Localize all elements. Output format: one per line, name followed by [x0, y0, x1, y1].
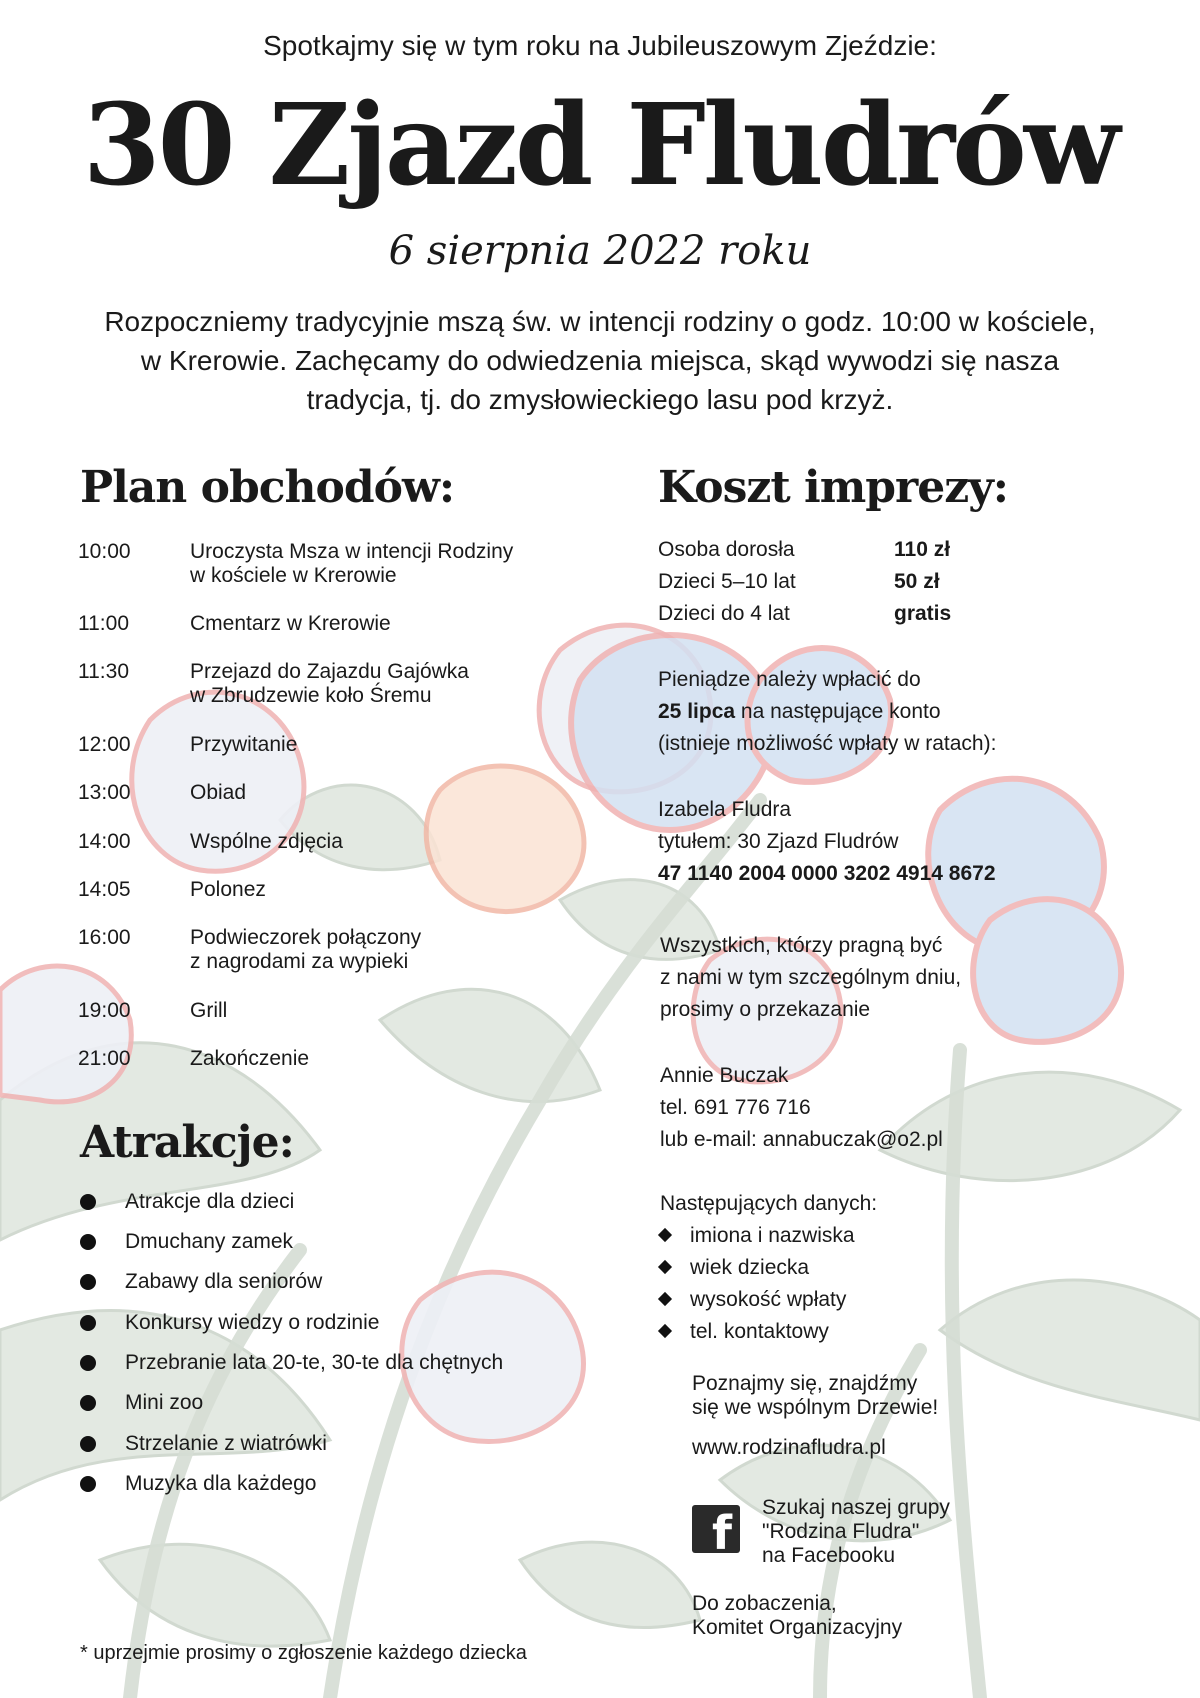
- bullet-dot-icon: [80, 1476, 96, 1492]
- diamond-bullet-icon: [658, 1260, 672, 1274]
- diamond-bullet-icon: [658, 1292, 672, 1306]
- plan-heading: Plan obchodów:: [80, 462, 455, 513]
- list-item: tel. kontaktowy: [690, 1320, 829, 1343]
- facebook-line-2: "Rodzina Fludra": [762, 1520, 920, 1543]
- attractions-heading: Atrakcje:: [80, 1117, 294, 1168]
- schedule-time: 16:00: [78, 926, 131, 949]
- facebook-icon[interactable]: f: [692, 1505, 740, 1553]
- payment-line-1: Pieniądze należy wpłacić do: [658, 668, 921, 691]
- payment-line-2: 25 lipca na następujące konto: [658, 700, 941, 723]
- farewell-line-1: Do zobaczenia,: [692, 1592, 837, 1615]
- schedule-activity: Obiad: [190, 781, 247, 804]
- payment-title: tytułem: 30 Zjazd Fludrów: [658, 830, 899, 853]
- bullet-dot-icon: [80, 1355, 96, 1371]
- event-date: 6 sierpnia 2022 roku: [388, 228, 812, 274]
- schedule-time: 10:00: [78, 540, 131, 563]
- lead-paragraph: Rozpoczniemy tradycyjnie mszą św. w intencji rodziny o godz. 10:00 w kościele, w Krerowie. Zachęcamy do odwiedzenia miejsca, skąd wywodzi się nasza tradycja, tj. do zmysłowieckiego lasu pod krzyż.: [104, 306, 1096, 415]
- bullet-dot-icon: [80, 1194, 96, 1210]
- schedule-time: 12:00: [78, 733, 131, 756]
- contact-name: Annie Buczak: [660, 1064, 789, 1087]
- facebook-line-3: na Facebooku: [762, 1544, 896, 1567]
- bullet-dot-icon: [80, 1395, 96, 1411]
- schedule-activity: Uroczysta Msza w intencji Rodziny w kościele w Krerowie: [190, 540, 514, 587]
- website-link[interactable]: www.rodzinafludra.pl: [692, 1436, 886, 1459]
- bullet-dot-icon: [80, 1436, 96, 1452]
- closing-line-2: się we wspólnym Drzewie!: [692, 1396, 939, 1419]
- bullet-dot-icon: [80, 1234, 96, 1250]
- schedule-time: 11:30: [78, 660, 129, 683]
- closing-line-1: Poznajmy się, znajdźmy: [692, 1372, 918, 1395]
- list-item: wiek dziecka: [690, 1256, 810, 1279]
- list-item: wysokość wpłaty: [690, 1288, 847, 1311]
- footnote: * uprzejmie prosimy o zgłoszenie każdego dziecka: [80, 1642, 527, 1664]
- schedule-time: 19:00: [78, 999, 131, 1022]
- bullet-dot-icon: [80, 1274, 96, 1290]
- schedule-activity: Grill: [190, 999, 228, 1022]
- schedule-time: 13:00: [78, 781, 131, 804]
- schedule-time: 11:00: [78, 612, 129, 635]
- bullet-dot-icon: [80, 1315, 96, 1331]
- diamond-bullet-icon: [658, 1324, 672, 1338]
- facebook-line-1: Szukaj naszej grupy: [762, 1496, 950, 1519]
- intro-text: Spotkajmy się w tym roku na Jubileuszowym Zjeździe:: [263, 30, 937, 61]
- schedule-time: 14:00: [78, 830, 131, 853]
- diamond-bullet-icon: [658, 1228, 672, 1242]
- schedule-time: 14:05: [78, 878, 131, 901]
- payment-deadline: 25 lipca: [658, 700, 736, 723]
- schedule-activity: Wspólne zdjęcia: [190, 830, 343, 853]
- payment-line-3: (istnieje możliwość wpłaty w ratach):: [658, 732, 997, 755]
- schedule-time: 21:00: [78, 1047, 131, 1070]
- contact-line-1: Wszystkich, którzy pragną być: [660, 934, 943, 957]
- contact-line-3: prosimy o przekazanie: [660, 998, 871, 1021]
- bank-account-number: 47 1140 2004 0000 3202 4914 8672: [658, 862, 996, 885]
- contact-email: lub e-mail: annabuczak@o2.pl: [660, 1128, 943, 1151]
- page-title: 30 Zjazd Fludrów: [82, 80, 1118, 211]
- contact-phone: tel. 691 776 716: [660, 1096, 811, 1119]
- data-heading: Następujących danych:: [660, 1192, 878, 1215]
- schedule-activity: Przywitanie: [190, 733, 298, 756]
- schedule-activity: Cmentarz w Krerowie: [190, 612, 391, 635]
- schedule-activity: Polonez: [190, 878, 266, 901]
- list-item: imiona i nazwiska: [690, 1224, 855, 1247]
- payment-recipient: Izabela Fludra: [658, 798, 792, 821]
- schedule-activity: Przejazd do Zajazdu Gajówka w Zbrudzewie koło Śremu: [190, 660, 469, 707]
- contact-line-2: z nami w tym szczególnym dniu,: [660, 966, 962, 989]
- schedule-activity: Zakończenie: [190, 1047, 310, 1070]
- schedule-activity: Podwieczorek połączony z nagrodami za wypieki: [190, 926, 422, 973]
- farewell-line-2: Komitet Organizacyjny: [692, 1616, 903, 1639]
- cost-heading: Koszt imprezy:: [658, 462, 1009, 513]
